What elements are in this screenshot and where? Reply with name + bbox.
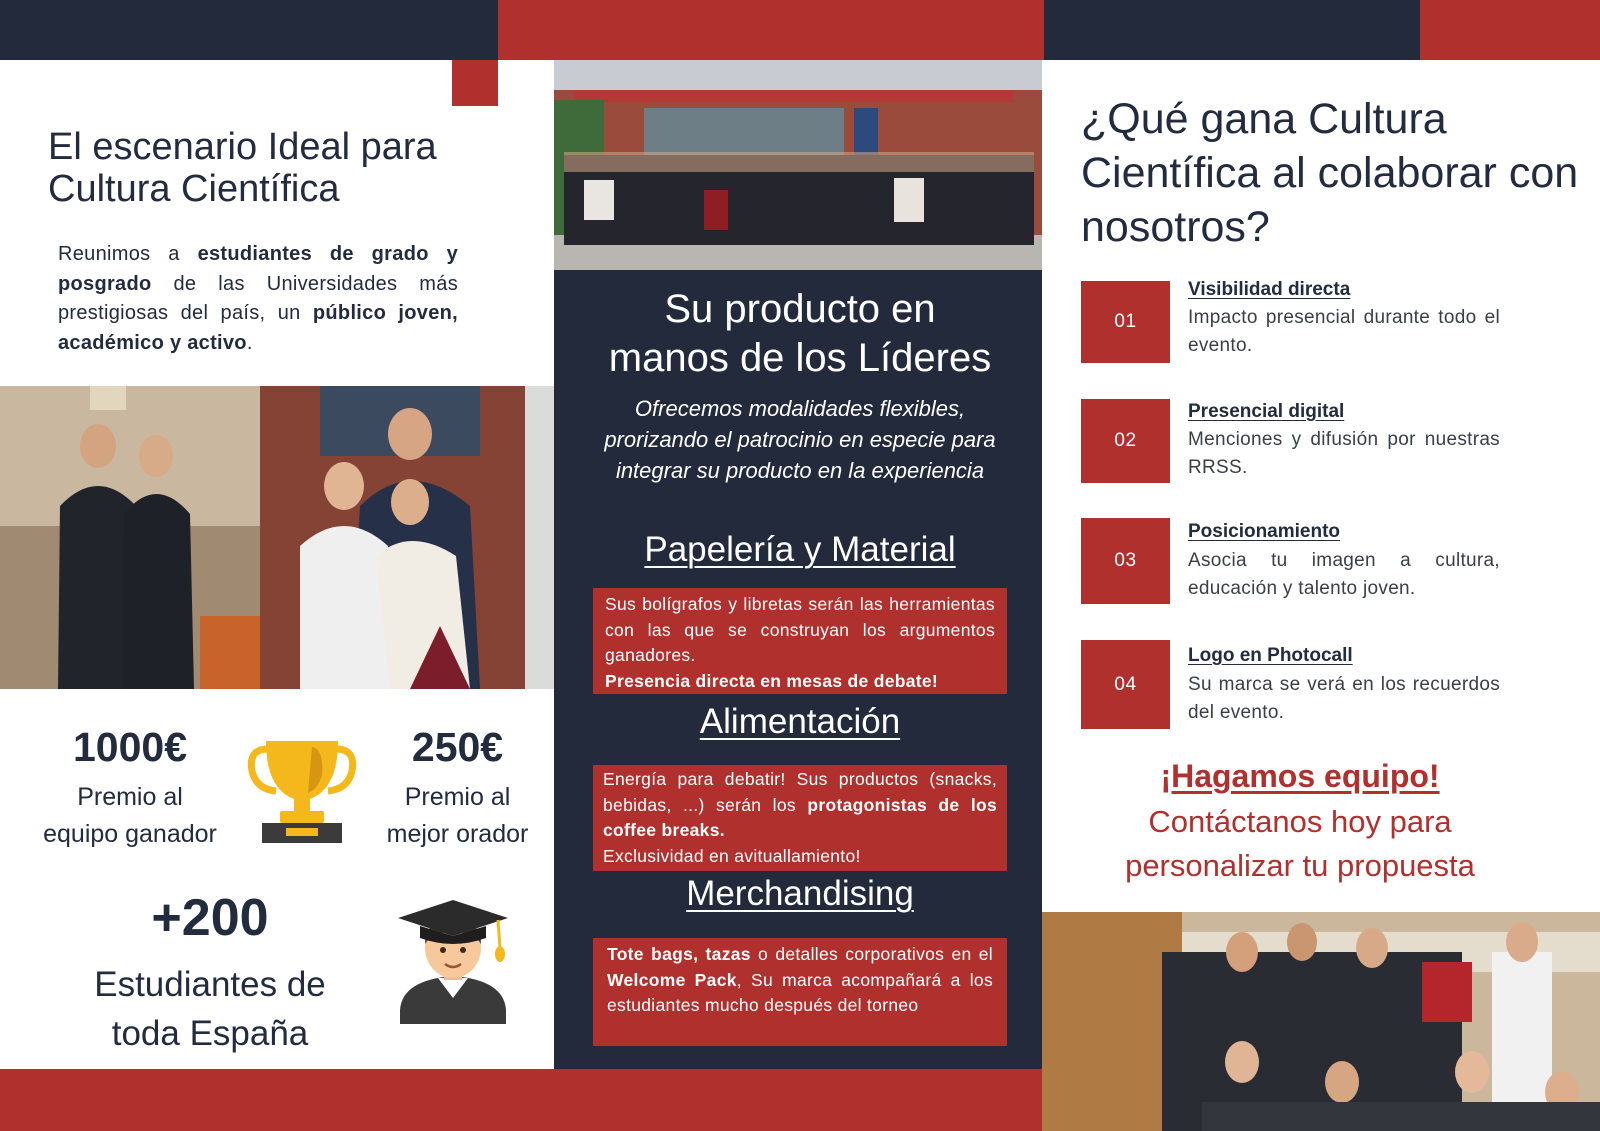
benefit-heading-03: Posicionamiento <box>1188 521 1341 542</box>
top-bar-left <box>0 0 498 60</box>
middle-subtitle: Ofrecemos modalidades flexibles, prorizando el patrocinio en especie para integrar su producto en la experiencia <box>604 396 996 483</box>
left-title-line2: Cultura Científica <box>48 168 340 210</box>
right-title: ¿Qué gana Cultura Científica al colaborar con nosotros? <box>1081 95 1579 251</box>
benefit-heading-01: Visibilidad directa <box>1188 279 1351 300</box>
benefit-text-02: Menciones y difusión por nuestras RRSS. <box>1188 429 1500 478</box>
prize2-amount: 250€ <box>411 724 504 770</box>
prize1-label: Premio al equipo ganador <box>43 783 217 848</box>
benefit-number-01: 01 <box>1081 281 1170 363</box>
benefit-heading-02: Presencial digital <box>1188 401 1345 422</box>
cta-headline: ¡Hagamos equipo! <box>1160 758 1440 794</box>
benefit-text-04: Su marca se verá en los recuerdos del evento. <box>1188 674 1500 723</box>
section-box-papeleria: Sus bolígrafos y libretas serán las herramientas con las que se construyan los argumentos ganadores. Presencia directa en mesas de debate! <box>593 588 1007 694</box>
cta-text: Contáctanos hoy para personalizar tu propuesta <box>1125 804 1475 883</box>
benefit-heading-04: Logo en Photocall <box>1188 645 1353 666</box>
left-title <box>48 126 518 210</box>
section-box-merchandising: Tote bags, tazas o detalles corporativos en el Welcome Pack, Su marca acompañará a los estudiantes mucho después del torneo <box>593 938 1007 1046</box>
section-heading-merchandising: Merchandising <box>686 874 914 913</box>
photo-couple <box>0 386 260 689</box>
graduate-icon <box>392 898 514 1026</box>
top-bar-right-accent <box>1420 0 1600 60</box>
photo-celebration <box>1042 912 1600 1131</box>
students-label: Estudiantes de toda España <box>94 965 326 1053</box>
benefit-number-04: 04 <box>1081 640 1170 729</box>
middle-title: Su producto en manos de los Líderes <box>608 287 992 380</box>
photo-group <box>554 60 1042 270</box>
section-heading-alimentacion: Alimentación <box>699 702 901 741</box>
prize2-label: Premio al mejor orador <box>386 783 529 848</box>
corner-accent-square <box>452 60 498 106</box>
benefit-text-03: Asocia tu imagen a cultura, educación y talento joven. <box>1188 550 1500 599</box>
benefit-number-02: 02 <box>1081 399 1170 483</box>
left-title-line1: El escenario Ideal para <box>48 126 437 168</box>
section-heading-papeleria: Papelería y Material <box>644 530 956 569</box>
trophy-icon <box>246 735 358 847</box>
left-intro-paragraph: Reunimos a estudiantes de grado y posgrado de las Universidades más prestigiosas del país, un público joven, académico y activo. <box>58 243 459 354</box>
benefit-number-03: 03 <box>1081 518 1170 604</box>
photo-hug <box>260 386 554 689</box>
section-box-alimentacion: Energía para debatir! Sus productos (snacks, bebidas, ...) serán los protagonistas de los coffee breaks. Exclusividad en avituallamiento! <box>593 765 1007 871</box>
benefit-text-01: Impacto presencial durante todo el evento. <box>1188 307 1500 356</box>
students-count: +200 <box>151 889 269 947</box>
prize1-amount: 1000€ <box>72 724 187 770</box>
top-bar-right <box>1044 0 1420 60</box>
top-bar-middle <box>498 0 1044 60</box>
